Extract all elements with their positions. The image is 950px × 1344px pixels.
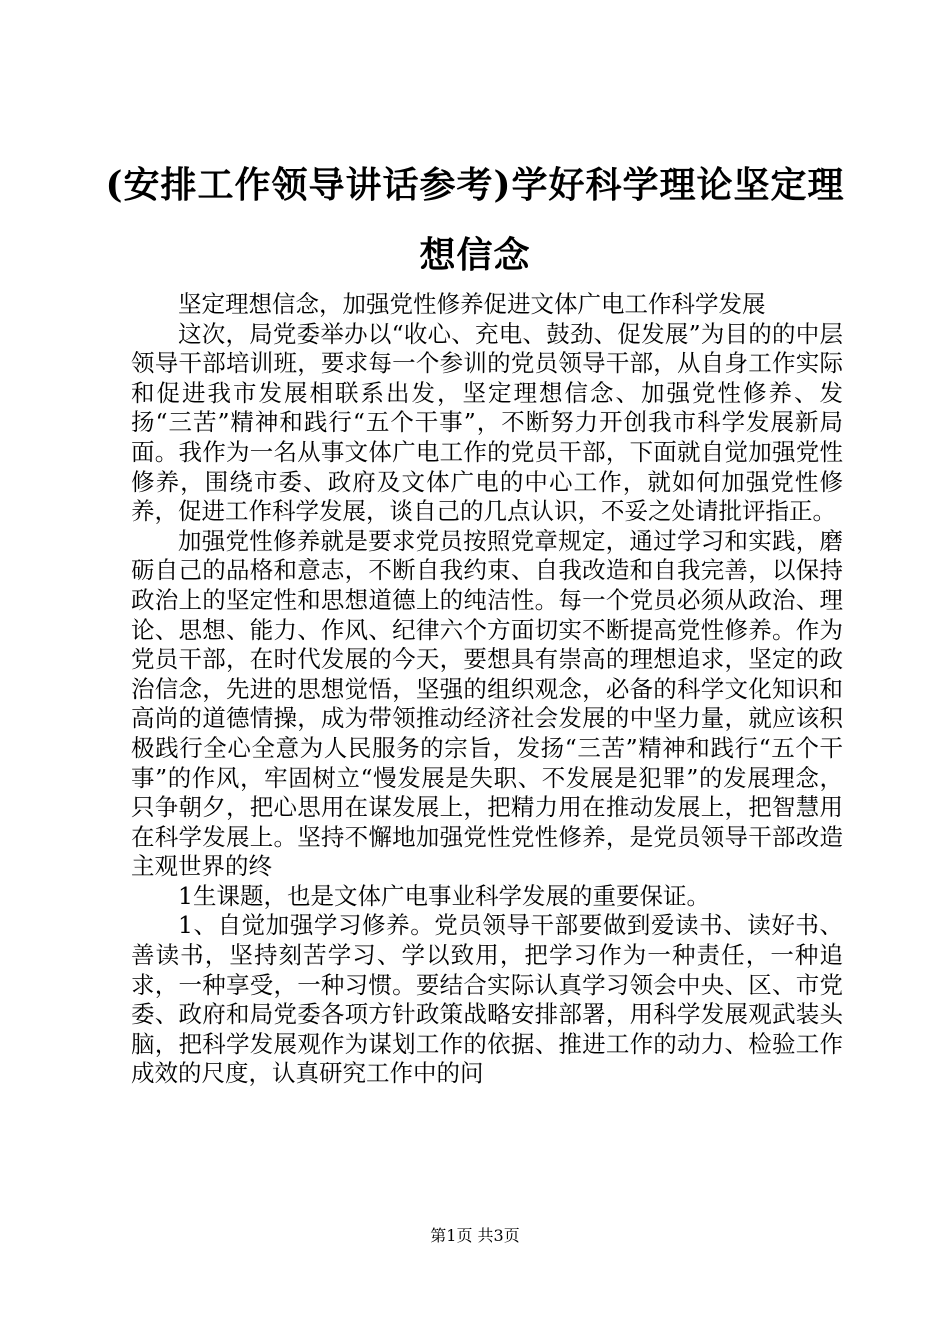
page-number-footer: 第1页 共3页: [430, 1226, 520, 1245]
document-title: (安排工作领导讲话参考)学好科学理论坚定理想信念: [105, 164, 845, 276]
subtitle-paragraph: 坚定理想信念，加强党性修养促进文体广电工作科学发展: [178, 290, 766, 318]
body-paragraph: 1、自觉加强学习修养。党员领导干部要做到爱读书、读好书、善读书，坚持刻苦学习、学以致用，把学习作为一种责任，一种追求，一种享受，一种习惯。要结合实际认真学习领会中央、区、市党委、政府和局党委各项方针政策战略安排部署，用科学发展观武装头脑，把科学发展观作为谋划工作的依据、推进工作的动力、检验工作成效的尺度，认真研究工作中的问: [131, 911, 843, 1088]
body-paragraph: 加强党性修养就是要求党员按照党章规定，通过学习和实践，磨砺自己的品格和意志，不断自我约束、自我改造和自我完善，以保持政治上的坚定性和思想道德上的纯洁性。每一个党员必须从政治、理论、思想、能力、作风、纪律六个方面切实不断提高党性修养。作为党员干部，在时代发展的今天，要想具有崇高的理想追求，坚定的政治信念，先进的思想觉悟，坚强的组织观念，必备的科学文化知识和高尚的道德情操，成为带领推动经济社会发展的中坚力量，就应该积极践行全心全意为人民服务的宗旨，发扬“三苦”精神和践行“五个干事”的作风，牢固树立“慢发展是失职、不发展是犯罪”的发展理念，只争朝夕，把心思用在谋发展上，把精力用在推动发展上，把智慧用在科学发展上。坚持不懈地加强党性党性修养，是党员领导干部改造主观世界的终: [131, 526, 843, 881]
document-body: [131, 290, 843, 1089]
body-paragraph: 1生课题，也是文体广电事业科学发展的重要保证。: [178, 881, 710, 910]
body-paragraph: 这次，局党委举办以“收心、充电、鼓劲、促发展”为目的的中层领导干部培训班，要求每一个参训的党员领导干部，从自身工作实际和促进我市发展相联系出发，坚定理想信念、加强党性修养、发扬“三苦”精神和践行“五个干事”，不断努力开创我市科学发展新局面。我作为一名从事文体广电工作的党员干部，下面就自觉加强党性修养，围绕市委、政府及文体广电的中心工作，就如何加强党性修养，促进工作科学发展，谈自己的几点认识，不妥之处请批评指正。: [131, 319, 843, 526]
